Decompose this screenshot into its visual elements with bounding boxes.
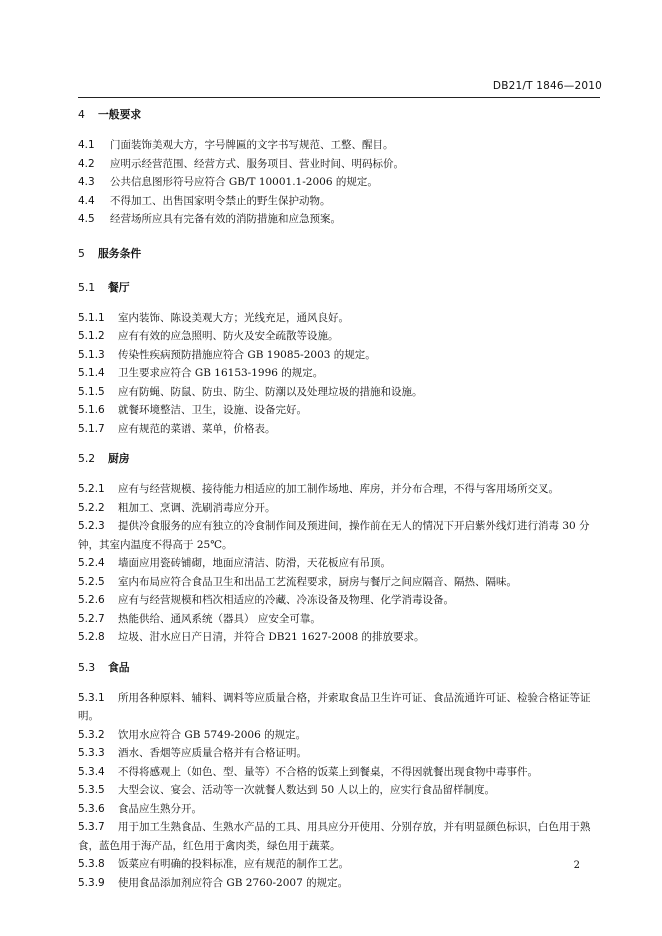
subsection-title: 厨房 [108,452,130,465]
subsection-number: 5.1 [78,280,96,294]
clause-number: 4.1 [78,139,95,151]
clause-number: 5.3.3 [78,747,105,759]
clause-number: 5.3.7 [78,821,105,833]
subsection-number: 5.2 [78,452,96,465]
clause-item [78,173,600,192]
clause-item [78,554,600,573]
clause-number: 5.3.9 [78,876,105,889]
clause-text: 不得加工、出售国家明令禁止的野生保护动物。 [110,194,331,207]
clause-number: 5.1.4 [78,367,105,379]
clause-number: 5.1.1 [78,311,105,324]
subsection-number: 5.3 [78,660,96,674]
subsection-heading-5-3 [78,659,600,677]
clause-text: 室内布局应符合食品卫生和出品工艺流程要求，厨房与餐厅之间应隔音、隔热、隔味。 [118,575,517,588]
clause-text: 食品应生熟分开。 [118,802,202,815]
clause-item [78,818,600,855]
clause-text: 应有与经营规模、接待能力相适应的加工制作场地、库房，并分布合理，不得与客用场所交叉。 [118,483,559,495]
clause-item [78,517,600,554]
subsection-title: 餐厅 [108,280,130,294]
clause-item [78,726,600,745]
document-body [78,106,600,892]
clause-number: 5.1.5 [78,385,105,398]
clause-number: 5.1.7 [78,422,105,435]
clause-item [78,874,600,893]
clause-number: 5.2.3 [78,520,105,532]
clause-item [78,744,600,763]
clause-item [78,499,600,518]
clause-item [78,420,600,439]
clause-text: 提供冷食服务的应有独立的冷食制作间及预进间，操作前在无人的情况下开启紫外线灯进行消毒 30 分钟，其室内温度不得高于 25℃。 [78,520,590,551]
clause-number: 5.2.8 [78,631,105,643]
page-number: 2 [573,860,580,871]
clause-number: 5.2.7 [78,612,105,625]
clause-item [78,573,600,592]
section-title: 服务条件 [98,246,142,260]
clause-item [78,781,600,800]
section-heading-4 [78,106,600,124]
clause-number: 5.3.8 [78,858,105,870]
clause-number: 5.3.5 [78,784,105,796]
clause-text: 应有与经营规模和档次相适应的冷藏、冷冻设备及物理、化学消毒设备。 [118,594,454,606]
clause-text: 墙面应用瓷砖铺砌，地面应清洁、防滑，天花板应有吊顶。 [118,557,391,569]
clause-text: 粗加工、烹调、洗刷消毒应分开。 [118,501,276,514]
clause-text: 垃圾、泔水应日产日清，并符合 DB21 1627-2008 的排放要求。 [118,631,425,643]
clause-text: 不得将感观上（如色、型、量等）不合格的饭菜上到餐桌，不得因就餐出现食物中毒事件。 [118,765,538,778]
clause-item [78,480,600,499]
clause-number: 5.2.1 [78,483,105,495]
clause-text: 热能供给、通风系统（器具） 应安全可靠。 [118,612,321,625]
clause-number: 5.2.4 [78,557,105,569]
clause-number: 5.3.1 [78,691,105,704]
clause-item [78,383,600,402]
clause-text: 传染性疾病预防措施应符合 GB 19085-2003 的规定。 [118,348,376,361]
clause-number: 4.3 [78,176,95,188]
clause-text: 饮用水应符合 GB 5749-2006 的规定。 [118,728,307,741]
clause-item [78,763,600,782]
clause-number: 5.3.6 [78,802,105,815]
clause-text: 使用食品添加剂应符合 GB 2760-2007 的规定。 [118,876,349,889]
clause-text: 饭菜应有明确的投料标准，应有规范的制作工艺。 [118,858,349,870]
clause-text: 应有有效的应急照明、防火及安全疏散等设施。 [118,330,339,342]
clause-item [78,401,600,420]
subsection-heading-5-1 [78,279,600,297]
clause-item [78,591,600,610]
section-number: 5 [78,246,85,260]
clause-text: 公共信息图形符号应符合 GB/T 10001.1-2006 的规定。 [110,176,378,188]
clause-number: 5.3.4 [78,765,105,778]
clause-text: 大型会议、宴会、活动等一次就餐人数达到 50 人以上的，应实行食品留样制度。 [118,784,496,796]
clause-text: 酒水、香烟等应质量合格并有合格证明。 [118,747,307,759]
clause-number: 5.2.2 [78,501,105,514]
clause-item [78,210,600,229]
clause-number: 5.1.6 [78,404,105,416]
clause-text: 所用各种原料、辅料、调料等应质量合格，并索取食品卫生许可证、食品流通许可证、检验合格证等证明。 [78,691,591,722]
clause-number: 4.2 [78,157,95,170]
clause-text: 门面装饰美观大方，字号牌匾的文字书写规范、工整、醒目。 [110,139,394,151]
clause-number: 5.1.2 [78,330,105,342]
clause-text: 应有防蝇、防鼠、防虫、防尘、防潮以及处理垃圾的措施和设施。 [118,385,423,398]
clause-number: 5.3.2 [78,728,105,741]
clause-item [78,327,600,346]
clause-item [78,855,600,874]
clause-item [78,136,600,155]
clause-item [78,309,600,328]
clause-number: 5.2.5 [78,575,105,588]
clause-number: 4.5 [78,213,95,225]
clause-item [78,800,600,819]
clause-text: 卫生要求应符合 GB 16153-1996 的规定。 [118,367,324,379]
clause-item [78,346,600,365]
subsection-heading-5-2 [78,450,600,468]
subsection-title: 食品 [108,660,130,674]
clause-number: 5.2.6 [78,594,105,606]
section-number: 4 [78,108,85,121]
clause-item [78,364,600,383]
clause-item [78,155,600,174]
clause-item [78,610,600,629]
clause-number: 5.1.3 [78,348,105,361]
clause-text: 就餐环境整洁、卫生，设施、设备完好。 [118,404,307,416]
clause-item [78,689,600,726]
clause-text: 应有规范的菜谱、菜单，价格表。 [118,422,276,435]
header-rule [78,97,600,98]
clause-text: 经营场所应具有完备有效的消防措施和应急预案。 [110,213,341,225]
clause-item [78,628,600,647]
section-heading-5 [78,245,600,263]
clause-text: 室内装饰、陈设美观大方；光线充足，通风良好。 [118,311,349,324]
clause-item [78,192,600,211]
clause-text: 应明示经营范围、经营方式、服务项目、营业时间、明码标价。 [110,157,404,170]
document-code: DB21/T 1846—2010 [492,80,602,92]
clause-text: 用于加工生熟食品、生熟水产品的工具、用具应分开使用、分别存放，并有明显颜色标识，白色用于熟食，蓝色用于海产品，红色用于禽肉类，绿色用于蔬菜。 [78,821,591,852]
section-title: 一般要求 [98,108,142,121]
clause-number: 4.4 [78,194,95,207]
